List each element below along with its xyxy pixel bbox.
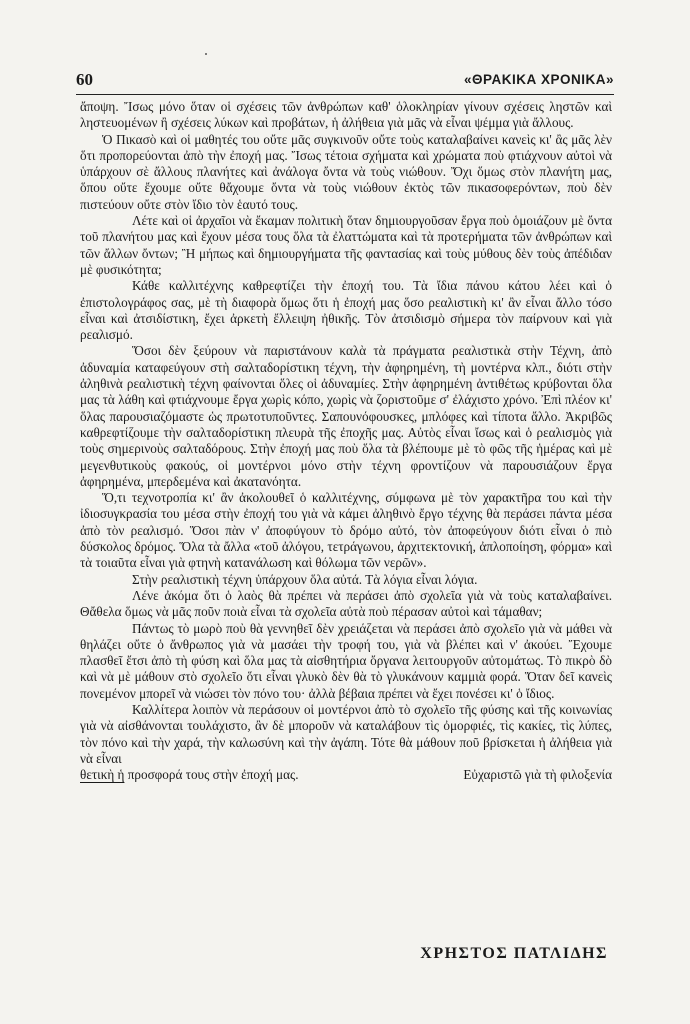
underlined-phrase: θετικὴ ἡ	[80, 767, 125, 783]
closing-text	[80, 767, 299, 783]
paragraph: Ὅσοι δὲν ξεύρουν νὰ παριστάνουν καλὰ τὰ πράγματα ρεαλιστικὰ στὴν Τέχνη, ἀπὸ ἀδυναμία καταφεύγουν στὴ σαλταδορίστικη τέχνη, τὴν ἀφηρημένη, τὴ μοντέρνα κλπ., διότι στὴν ἀληθινὰ ρεαλιστικὴ τέχνη φαίνονται ὅλες οἱ ἀδυναμίες. Στὴν ἀφηρημένη ἀντιθέτως κρύβονται ὅλα μας τὰ λάθη καὶ φτιάχνουμε ἔργα χωρὶς κόπο, χωρὶς νὰ ζοριστοῦμε σ' ἐλάχιστο χρόνο. Ἐπὶ πλέον κι' ὅλας παρουσιαζόμαστε ὡς πρωτοτυποῦντες. Σαπουνόφουσκες, μπλόφες καὶ τίποτα ἄλλο. Ἀκριβῶς καθρεφτίζουμε τὴν σαλταδορίστικη πλευρὰ τῆς ἐποχῆς μας. Αὐτὸς εἶναι ἴσως καὶ ὁ ρεαλισμὸς γιὰ τοὺς σημερινοὺς σαλταδόρους. Στὴν ἐποχή μας ποὺ ὅλα τὰ βλέπουμε μὲ τὸ φῶς τῆς ἡμέρας καὶ μὲ μεγενθυτικοὺς φακούς, οἱ μοντέρνοι μόνο στὴν τέχνη φροντίζουν νὰ παρουσιάζουν ἔργα ἀφηρημένα, μπερδεμένα καὶ ἀκατανόητα.	[80, 343, 612, 489]
running-header	[76, 70, 614, 95]
paragraph: Ὁ Πικασὸ καὶ οἱ μαθητές του οὔτε μᾶς συγκινοῦν οὔτε τοὺς καταλαβαίνει κανεὶς κι' ἂς μᾶς λὲν ὅτι προπορεύονται ἀπὸ τὴν ἐποχή μας. Ἴσως τέτοια σχήματα καὶ χρώματα ποὺ φτιάχνουν αὐτοὶ νὰ ὑπάρχουν σὲ ἄλλους πλανήτες καὶ ἀνάλογα ὄντα νὰ τοὺς νιώθουν. Ὄχι ὅμως στὸν πλανήτη μας, ὅπου οὔτε ἔχουμε οὔτε θἄχουμε ὄντα νὰ τοὺς νιώθουν ἐκτὸς τῶν πικασοφερόντων, ποὺ δὲν πιστεύουν οὔτε στὸν ἴδιο τὸν ἑαυτό τους.	[80, 131, 612, 212]
paragraph: ἄποψη. Ἴσως μόνο ὅταν οἱ σχέσεις τῶν ἀνθρώπων καθ' ὁλοκληρίαν γίνουν σχέσεις ληστῶν καὶ ληστευομένων ἢ σχέσεις λύκων καὶ προβάτων, ἡ ἀλήθεια γιὰ μᾶς νὰ εἶναι ψέμμα γιὰ ἄλλους.	[80, 99, 612, 131]
journal-title: «ΘΡΑΚΙΚΑ ΧΡΟΝΙΚΑ»	[463, 72, 614, 87]
paragraph: Καλλίτερα λοιπὸν νὰ περάσουν οἱ μοντέρνοι ἀπὸ τὸ σχολεῖο τῆς φύσης καὶ τῆς κοινωνίας γιὰ νὰ αἰσθάνονται τουλάχιστο, ἂν δὲ μποροῦν νὰ καταλάβουν τὶς ὀμορφιές, τὶς κακίες, τὶς λύπες, τὸν πόνο καὶ τὴν χαρά, τὴν καλωσύνη καὶ τὴν ἀγάπη. Τότε θὰ μάθουν ποῦ βρίσκεται ἡ ἀλήθεια γιὰ νὰ εἶναι	[80, 701, 612, 766]
thanks-note: Εὐχαριστῶ γιὰ τὴ φιλοξενία	[463, 767, 612, 783]
print-speck	[205, 53, 207, 55]
closing-line	[80, 767, 612, 783]
closing-remainder: προσφορά τους στὴν ἐποχή μας.	[124, 767, 299, 783]
page-number: 60	[76, 70, 93, 89]
author-signature: ΧΡΗΣΤΟΣ ΠΑΤΛΙΔΗΣ	[420, 945, 608, 962]
paragraph: Λέτε καὶ οἱ ἀρχαῖοι νὰ ἔκαμαν πολιτικὴ ὅταν δημιουργοῦσαν ἔργα ποὺ ὁμοιάζουν μὲ ὄντα τοῦ πλανήτου μας καὶ ἔχουν μέσα τους ὅλα τὰ ἐλαττώματα καὶ τὰ προτερήματα τῶν ἀνθρώπων καὶ τῶν ἄλλων ὄντων; Ἢ μήπως καὶ δημιουργήματα τῆς φαντασίας καὶ τοὺς μύθους δὲν τοὺς ἀπέδιδαν μὲ φυσικότητα;	[80, 213, 612, 277]
paragraph: Λένε ἀκόμα ὅτι ὁ λαὸς θὰ πρέπει νὰ περάσει ἀπὸ σχολεῖα γιὰ νὰ τοὺς καταλαβαίνει. Θἄθελα ὅμως νὰ μᾶς ποῦν ποιὰ εἶναι τὰ σχολεῖα αὐτὰ ποὺ πέρασαν αὐτοὶ καὶ τάμαθαν;	[80, 587, 612, 620]
paragraph: Ὅ,τι τεχνοτροπία κι' ἂν ἀκολουθεῖ ὁ καλλιτέχνης, σύμφωνα μὲ τὸν χαρακτῆρα του καὶ τὴν ἰδιοσυγκρασία του μέσα στὴν ἐποχή του γιὰ νὰ κάμει ἀληθινὸ ἔργο τέχνης θὰ περάσει πάντα μέσα ἀπὸ τὸν ρεαλισμό. Ὅσοι πὰν ν' ἀποφύγουν τὸ δρόμο αὐτό, τὸν ἀποφεύγουν διότι εἶναι ὁ πιὸ δύσκολος δρόμος. Ὅλα τὰ ἄλλα «τοῦ ἀλόγου, τετράγωνου, ἀρχιτεκτονική, ἀπλοποίηση, φόρμα» καὶ τὰ τοιαῦτα εἶναι γιὰ φτηνὴ κατανάλωση καὶ θόλωμα τῶν νερῶν».	[80, 490, 612, 571]
article-body	[80, 99, 612, 783]
paragraph: Πάντως τὸ μωρὸ ποὺ θὰ γεννηθεῖ δὲν χρειάζεται νὰ περάσει ἀπὸ σχολεῖο γιὰ νὰ μάθει νὰ θηλάζει οὔτε ὁ ἄνθρωπος γιὰ νὰ μασάει τὴν τροφή του, γιὰ νὰ βλέπει καὶ ν' ἀκούει. Ἔχουμε πλασθεῖ ἔτσι ἀπὸ τὴ φύση καὶ ὅλα μας τὰ αἰσθητήρια ὄργανα λειτουργοῦν αὐτομάτως. Τὸ πικρὸ δὸ καὶ νὰ μὲ μάθουν στὸ σχολεῖο ὅτι εἶναι γλυκὸ δὲν θὰ τὸ γλυκάνουν καμμιὰ φορά. Ὅταν δεῖ κανεὶς πονεμένον μπορεῖ νὰ νιώσει τὸν πόνο του· ἀλλὰ βέβαια πρέπει νὰ ἔχει πονέσει κι' ὁ ἴδιος.	[80, 620, 612, 701]
paragraph: Κάθε καλλιτέχνης καθρεφτίζει τὴν ἐποχή του. Τὰ ἴδια πάνου κάτου λέει καὶ ὁ ἐπιστολογράφος σας, μὲ τὴ διαφορὰ ὅμως ὅτι ἡ ἐποχή μας ὅσο ρεαλιστικὴ κι' ἂν εἶναι ἄλλο τόσο εἶναι καὶ ἀτσιδίστικη, ἔχει ἀρκετὴ ἔλλειψη ἠθικῆς. Τὸν ἀτσιδισμὸ σήμερα τὸν παίρνουν καὶ γιὰ ρεαλισμό.	[80, 278, 612, 343]
paragraph: Στὴν ρεαλιστικὴ τέχνη ὑπάρχουν ὅλα αὐτά. Τὰ λόγια εἶναι λόγια.	[132, 571, 478, 587]
